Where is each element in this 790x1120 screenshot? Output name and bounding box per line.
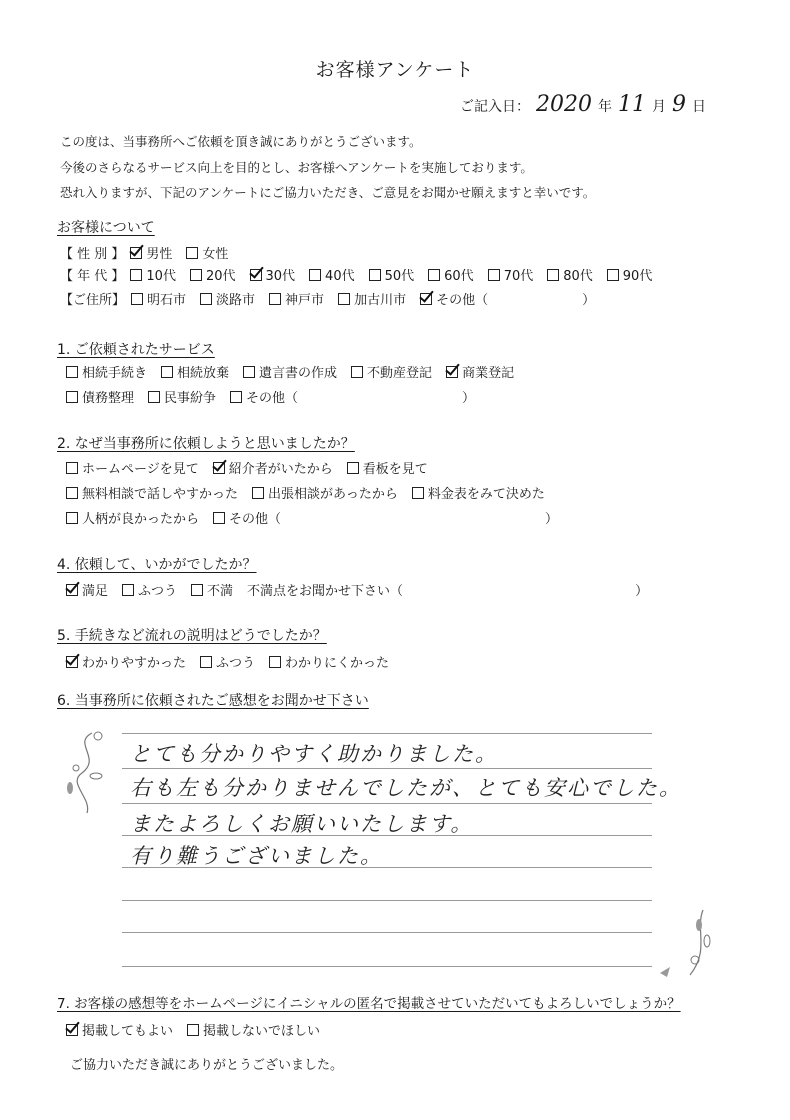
checkbox-option[interactable] xyxy=(148,387,216,406)
checkbox-option[interactable] xyxy=(131,289,186,308)
q4-options xyxy=(66,580,247,600)
q7-heading: 7. お客様の感想等をホームページにイニシャルの匿名で掲載させていただいてもよろしいでしょうか？ xyxy=(57,996,681,1012)
checkbox-option[interactable] xyxy=(607,265,653,284)
q7-row xyxy=(66,1020,334,1040)
checkbox-option[interactable] xyxy=(428,265,474,284)
date-month-unit: 月 xyxy=(652,99,666,115)
option-label: 不満 xyxy=(207,584,234,599)
checkbox-option[interactable] xyxy=(190,265,236,284)
checkbox-icon[interactable] xyxy=(351,366,363,378)
entry-date xyxy=(460,92,706,117)
option-label: 40代 xyxy=(325,269,355,284)
checkbox-option[interactable] xyxy=(200,289,255,308)
checkbox-icon[interactable] xyxy=(252,487,264,499)
date-year: 2020 xyxy=(536,92,592,117)
checkbox-option[interactable] xyxy=(243,362,337,381)
closing-message: ご協力いただき誠にありがとうございました。 xyxy=(70,1058,344,1073)
q1-row-1 xyxy=(66,362,528,382)
floral-ornament-icon xyxy=(62,728,112,818)
checkbox-icon[interactable] xyxy=(131,293,143,305)
q5-row xyxy=(66,652,403,672)
option-label: 女性 xyxy=(202,247,229,262)
checked-checkbox-icon[interactable] xyxy=(250,269,262,281)
option-label: ふつう xyxy=(138,584,178,599)
checkbox-icon[interactable] xyxy=(130,269,142,281)
q1-heading: 1. ご依頼されたサービス xyxy=(57,342,215,358)
checkbox-option[interactable] xyxy=(66,362,147,381)
checkbox-option[interactable] xyxy=(200,652,255,671)
intro-line-2: 今後のさらなるサービス向上を目的とし、お客様へアンケートを実施しております。 xyxy=(60,160,533,175)
checkbox-option[interactable] xyxy=(187,1020,320,1039)
checkbox-option[interactable] xyxy=(488,265,534,284)
q2-options-1 xyxy=(66,458,442,478)
q2-options-2 xyxy=(66,483,559,503)
handwritten-answer-line-1: とても分かりやすく助かりました。 xyxy=(130,742,498,766)
checkbox-option[interactable] xyxy=(547,265,593,284)
checkbox-option[interactable] xyxy=(351,362,432,381)
option-label: 明石市 xyxy=(147,293,187,308)
handwritten-answer-line-3: またよろしくお願いいたします。 xyxy=(130,812,474,836)
checkbox-icon[interactable] xyxy=(66,512,78,524)
checkbox-icon[interactable] xyxy=(187,1024,199,1036)
address-label: 【ご住所】 xyxy=(60,293,126,309)
date-day-unit: 日 xyxy=(692,99,706,115)
checkbox-option[interactable] xyxy=(230,387,298,406)
option-label: 男性 xyxy=(146,247,173,262)
q5-heading: 5. 手続きなど流れの説明はどうでしたか？ xyxy=(57,628,327,644)
date-label: ご記入日： xyxy=(460,99,530,115)
checkbox-icon[interactable] xyxy=(200,656,212,668)
option-label: わかりにくかった xyxy=(285,656,390,671)
q4-close-paren: ） xyxy=(635,584,649,600)
q1-close-paren: ） xyxy=(462,391,476,407)
checked-checkbox-icon[interactable] xyxy=(213,462,225,474)
option-label: 30代 xyxy=(265,269,296,284)
option-label: 加古川市 xyxy=(354,293,407,308)
checkbox-icon[interactable] xyxy=(186,247,198,259)
checkbox-option[interactable] xyxy=(369,265,415,284)
option-label: ふつう xyxy=(216,656,256,671)
answer-line xyxy=(122,900,652,901)
option-label: 淡路市 xyxy=(216,293,256,308)
option-label: その他（ xyxy=(246,391,299,406)
checkbox-icon[interactable] xyxy=(191,584,203,596)
checkbox-icon[interactable] xyxy=(66,462,78,474)
option-label: 神戸市 xyxy=(285,293,325,308)
option-label: 無料相談で話しやすかった xyxy=(82,487,239,502)
checkbox-option[interactable] xyxy=(186,243,228,262)
option-label: 80代 xyxy=(563,269,593,284)
checkbox-option[interactable] xyxy=(269,289,324,308)
option-label: 不動産登記 xyxy=(367,366,433,381)
q2-row-3 xyxy=(66,508,558,528)
checkbox-option[interactable] xyxy=(446,362,514,381)
intro-line-3: 恐れ入りますが、下記のアンケートにご協力いただき、ご意見をお聞かせ願えますと幸いです。 xyxy=(60,185,596,200)
q4-heading: 4. 依頼して、いかがでしたか？ xyxy=(57,557,257,573)
intro-line-1: この度は、当事務所へご依頼を頂き誠にありがとうございます。 xyxy=(60,134,422,149)
checkbox-icon[interactable] xyxy=(122,584,134,596)
checkbox-icon[interactable] xyxy=(161,366,173,378)
option-label: 掲載しないでほしい xyxy=(203,1024,321,1039)
date-year-unit: 年 xyxy=(598,99,612,115)
option-label: 掲載してもよい xyxy=(82,1024,174,1039)
q2-row-2 xyxy=(66,483,559,503)
checkbox-option[interactable] xyxy=(66,580,108,599)
age-options xyxy=(130,265,666,285)
checkbox-icon[interactable] xyxy=(148,391,160,403)
checkbox-icon[interactable] xyxy=(66,391,78,403)
q2-close-paren: ） xyxy=(545,512,559,528)
checkbox-option[interactable] xyxy=(66,652,186,671)
gender-label: 【 性 別 】 xyxy=(60,247,125,263)
customer-heading: お客様について xyxy=(57,220,155,236)
checkbox-option[interactable] xyxy=(252,483,398,502)
checked-checkbox-icon[interactable] xyxy=(66,584,78,596)
q6-heading: 6. 当事務所に依頼されたご感想をお聞かせ下さい xyxy=(57,693,369,709)
q4-row xyxy=(66,580,648,600)
checkbox-option[interactable] xyxy=(250,265,296,284)
answer-line xyxy=(122,966,652,967)
checkbox-icon[interactable] xyxy=(200,293,212,305)
checked-checkbox-icon[interactable] xyxy=(446,366,458,378)
answer-line xyxy=(122,932,652,933)
q5-options xyxy=(66,652,403,672)
checkbox-icon[interactable] xyxy=(338,293,350,305)
checkbox-icon[interactable] xyxy=(488,269,500,281)
option-label: 20代 xyxy=(205,269,236,284)
q2-options-3 xyxy=(66,508,295,528)
q4-complaint-label: 不満点をお聞かせ下さい（ xyxy=(247,584,404,600)
checkbox-icon[interactable] xyxy=(269,656,281,668)
handwritten-answer-line-2: 右も左も分かりませんでしたが、とても安心でした。 xyxy=(130,776,682,800)
answer-line xyxy=(122,803,652,804)
checkbox-option[interactable] xyxy=(309,265,355,284)
checkbox-option[interactable] xyxy=(347,458,428,477)
q7-options xyxy=(66,1020,334,1040)
checkbox-option[interactable] xyxy=(412,483,545,502)
survey-title: お客様アンケート xyxy=(315,59,475,81)
option-label: 相続手続き xyxy=(82,366,148,381)
q1-row-2 xyxy=(66,387,475,407)
checkbox-option[interactable] xyxy=(420,289,488,308)
answer-line xyxy=(122,768,652,769)
option-label: 商業登記 xyxy=(462,366,515,381)
checkbox-icon[interactable] xyxy=(243,366,255,378)
checkbox-option[interactable] xyxy=(213,458,333,477)
checkbox-icon[interactable] xyxy=(412,487,424,499)
checkbox-option[interactable] xyxy=(161,362,229,381)
checkbox-option[interactable] xyxy=(213,508,281,527)
checkbox-icon[interactable] xyxy=(309,269,321,281)
gender-options xyxy=(130,243,242,263)
option-label: 60代 xyxy=(444,269,474,284)
date-month: 11 xyxy=(618,92,646,117)
checkbox-option[interactable] xyxy=(66,458,199,477)
checkbox-option[interactable] xyxy=(130,243,172,262)
checkbox-icon[interactable] xyxy=(347,462,359,474)
checkbox-option[interactable] xyxy=(66,483,238,502)
checkbox-icon[interactable] xyxy=(428,269,440,281)
q2-row-1 xyxy=(66,458,442,478)
checkbox-icon[interactable] xyxy=(230,391,242,403)
checkbox-icon[interactable] xyxy=(369,269,381,281)
age-row xyxy=(60,265,666,285)
checkbox-option[interactable] xyxy=(122,580,177,599)
checkbox-icon[interactable] xyxy=(66,366,78,378)
date-day: 9 xyxy=(672,92,686,117)
option-label: 人柄が良かったから xyxy=(82,512,200,527)
option-label: その他（ xyxy=(229,512,282,527)
checked-checkbox-icon[interactable] xyxy=(66,1024,78,1036)
checkbox-option[interactable] xyxy=(66,387,134,406)
checked-checkbox-icon[interactable] xyxy=(420,293,432,305)
option-label: 紹介者がいたから xyxy=(228,462,333,477)
checkbox-option[interactable] xyxy=(66,508,199,527)
handwritten-answer-line-4: 有り難うございました。 xyxy=(130,844,383,868)
gender-row xyxy=(60,243,242,263)
checkbox-option[interactable] xyxy=(191,580,233,599)
answer-line xyxy=(122,733,652,734)
option-label: 10代 xyxy=(146,269,176,284)
checked-checkbox-icon[interactable] xyxy=(66,656,78,668)
option-label: 出張相談があったから xyxy=(268,487,398,502)
option-label: 90代 xyxy=(622,269,653,284)
address-options xyxy=(131,289,502,309)
floral-ornament-icon xyxy=(655,905,715,985)
checkbox-icon[interactable] xyxy=(547,269,559,281)
age-label: 【 年 代 】 xyxy=(60,269,125,285)
option-label: 債務整理 xyxy=(82,391,135,406)
q1-options-2 xyxy=(66,387,312,407)
checkbox-option[interactable] xyxy=(130,265,176,284)
q1-options-1 xyxy=(66,362,528,382)
checkbox-icon[interactable] xyxy=(213,512,225,524)
address-row xyxy=(60,289,595,309)
option-label: 料金表をみて決めた xyxy=(427,487,545,502)
option-label: わかりやすかった xyxy=(82,656,187,671)
option-label: 遺言書の作成 xyxy=(259,366,338,381)
q2-heading: 2. なぜ当事務所に依頼しようと思いましたか？ xyxy=(57,436,355,452)
option-label: 民事紛争 xyxy=(164,391,217,406)
option-label: その他（ xyxy=(436,293,489,308)
checkbox-icon[interactable] xyxy=(607,269,619,281)
address-close-paren: ） xyxy=(582,293,596,309)
checkbox-option[interactable] xyxy=(269,652,389,671)
checkbox-icon[interactable] xyxy=(190,269,202,281)
option-label: 50代 xyxy=(384,269,415,284)
option-label: 70代 xyxy=(503,269,534,284)
option-label: 相続放棄 xyxy=(177,366,230,381)
checked-checkbox-icon[interactable] xyxy=(130,247,142,259)
checkbox-option[interactable] xyxy=(338,289,406,308)
option-label: 満足 xyxy=(82,584,109,599)
option-label: ホームページを見て xyxy=(82,462,199,477)
checkbox-option[interactable] xyxy=(66,1020,173,1039)
checkbox-icon[interactable] xyxy=(269,293,281,305)
option-label: 看板を見て xyxy=(362,462,428,477)
checkbox-icon[interactable] xyxy=(66,487,78,499)
